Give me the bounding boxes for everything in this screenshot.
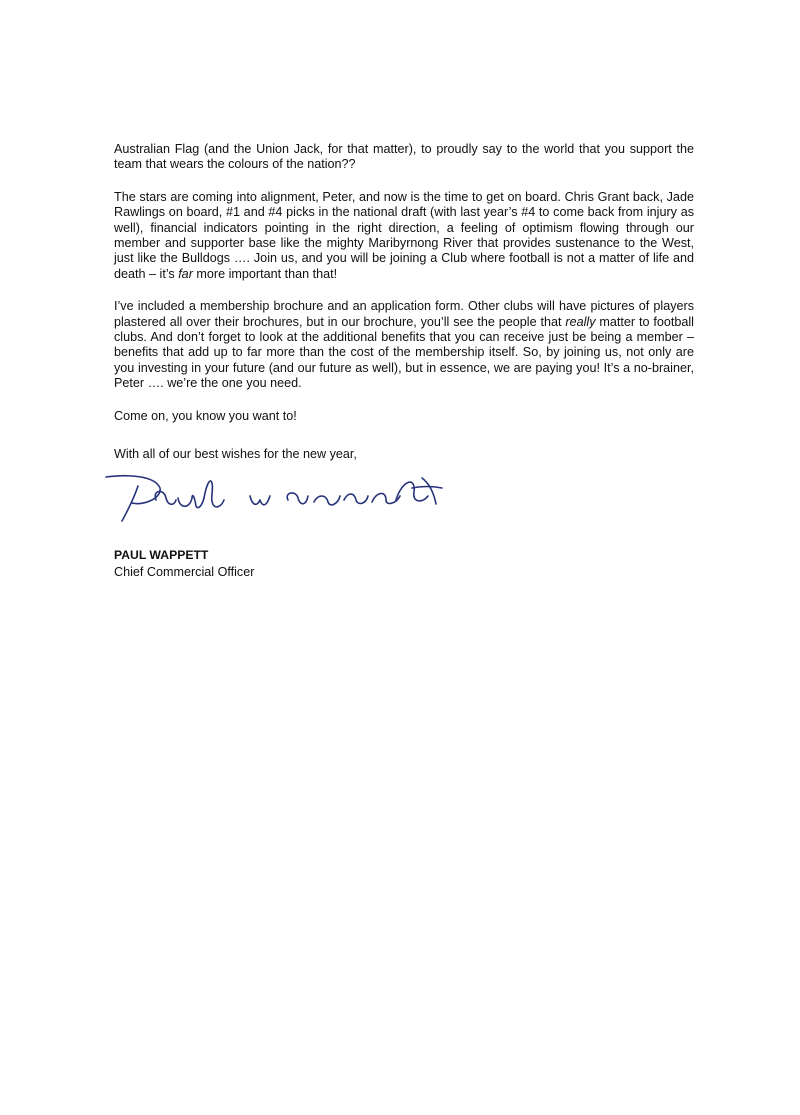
paragraph-text: Australian Flag (and the Union Jack, for that matter), to proudly say to the world that you support the team that wears the colours of the nation?? [114,142,694,172]
paragraph-text: more important than that! [192,266,338,281]
handwritten-signature [100,466,460,536]
emphasis-text: far [178,266,193,281]
closing-line: With all of our best wishes for the new year, [114,447,357,461]
paragraph-text: Come on, you know you want to! [114,408,297,423]
signer-title: Chief Commercial Officer [114,565,255,579]
paragraph-come-on [114,409,694,424]
paragraph-text: matter to football clubs. And don’t forget to look at the additional benefits that you can receive just be being a member – benefits that add up to far more than the cost of the membership itself. So, by joining us, not only are you investing in your future (and our future as well), but in essence, we are paying you! It’s a no-brainer, Peter …. we’re the one you need. [114,314,694,391]
paragraph-text: The stars are coming into alignment, Peter, and now is the time to get on board. Chris Grant back, Jade Rawlings on board, #1 and #4 picks in the national draft (with last year’s #4 to come back from injury as well), financial indicators pointing in the right direction, a feeling of optimism flowing through our member and supporter base like the mighty Maribyrnong River that provides sustenance to the West, just like the Bulldogs …. Join us, and you will be joining a Club where football is not a matter of life and death – it’s [114,189,694,281]
paragraph-stars-alignment [114,190,694,282]
paragraph-membership-brochure [114,299,694,391]
paragraph-flag [114,142,694,173]
signer-name: PAUL WAPPETT [114,548,209,562]
paragraph-text: I’ve included a membership brochure and an application form. Other clubs will have pictures of players plastered all over their brochures, but in our brochure, you’ll see the people that [114,299,694,329]
letter-body [114,142,694,441]
emphasis-text: really [565,314,596,329]
